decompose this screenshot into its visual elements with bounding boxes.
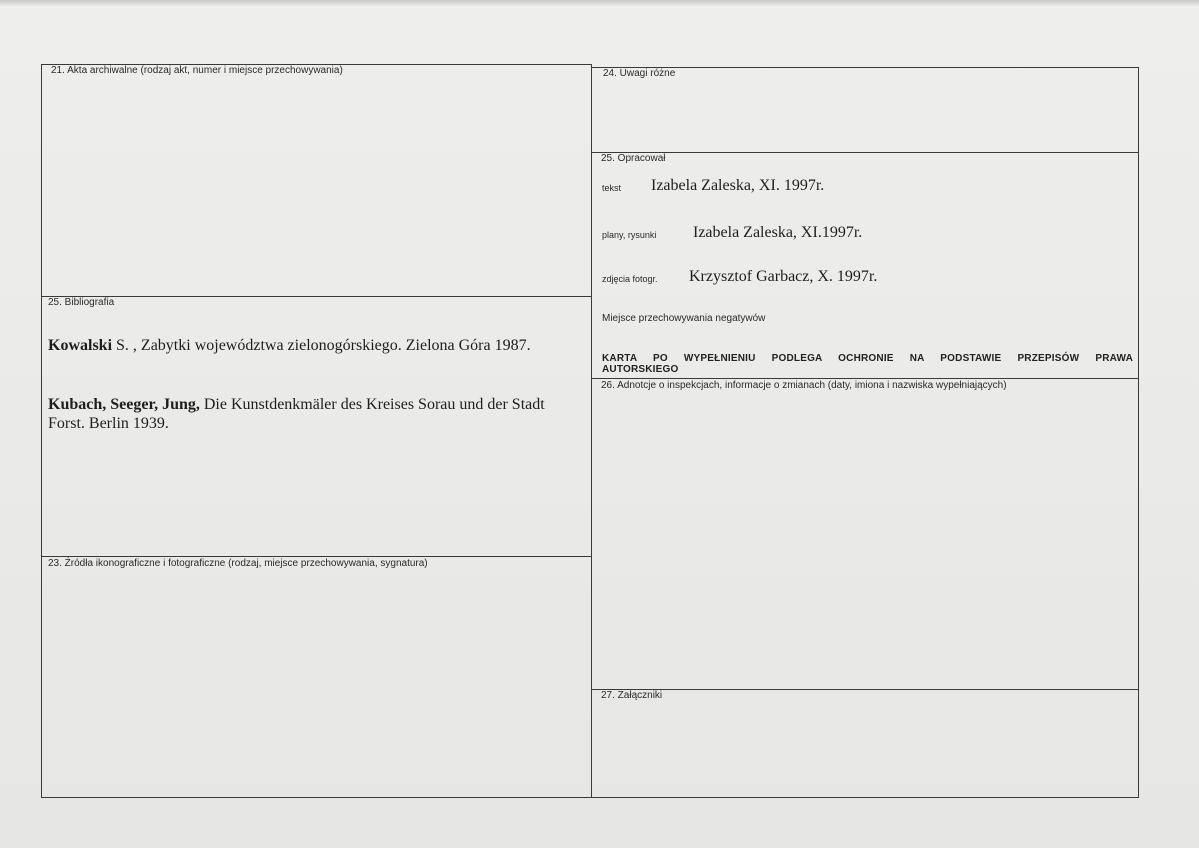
bibliography-entry-1 (48, 336, 588, 355)
field-27-label: 27. Załączniki (601, 690, 663, 701)
copyright-notice (602, 353, 1133, 375)
entry-1-author: Kowalski (48, 337, 113, 354)
divider-25-26 (592, 378, 1139, 379)
divider-21-25 (42, 296, 592, 297)
field-24-label: 24. Uwagi różne (603, 68, 676, 79)
entry-1-initial: S. , (116, 337, 137, 354)
field-26-label: 26. Adnotcje o inspekcjach, informacje o zmianach (daty, imiona i nazwiska wypełniających) (601, 380, 1007, 391)
plany-label: plany, rysunki (602, 230, 657, 240)
entry-1-title: Zabytki województwa zielonogórskiego. Zielona Góra 1987. (140, 337, 531, 354)
divider-24-25 (592, 152, 1139, 153)
divider-25-23 (42, 556, 592, 557)
zdjecia-label: zdjęcia fotogr. (602, 274, 658, 284)
entry-2-title-line2: Forst. Berlin 1939. (48, 415, 169, 432)
center-divider (591, 64, 592, 798)
field-25-opracowal-label: 25. Opracował (601, 153, 666, 164)
left-outer-border (41, 64, 42, 798)
entry-2-authors: Kubach, Seeger, Jung, (48, 396, 200, 413)
scan-edge (0, 0, 1199, 6)
bibliography-entry-2 (48, 395, 588, 433)
tekst-label: tekst (602, 183, 622, 193)
bottom-border (41, 797, 1139, 798)
field-21-label: 21. Akta archiwalne (rodzaj akt, numer i miejsce przechowywania) (51, 65, 343, 76)
zdjecia-value: Krzysztof Garbacz, X. 1997r. (689, 268, 878, 285)
divider-26-27 (592, 689, 1139, 690)
entry-2-title-line1: Die Kunstdenkmäler des Kreises Sorau und der Stadt (203, 396, 545, 413)
copyright-notice-line2: AUTORSKIEGO (602, 364, 679, 375)
plany-value: Izabela Zaleska, XI.1997r. (693, 224, 863, 241)
negatywy-label: Miejsce przechowywania negatywów (602, 313, 766, 324)
tekst-value: Izabela Zaleska, XI. 1997r. (651, 177, 825, 194)
field-23-label: 23. Źródła ikonograficzne i fotograficzne (rodzaj, miejsce przechowywania, sygnatura) (48, 558, 428, 569)
field-25-bibliografia-label: 25. Bibliografia (48, 297, 115, 308)
copyright-notice-line1: KARTA PO WYPEŁNIENIU PODLEGA OCHRONIE NA PODSTAWIE PRZEPISÓW PRAWA (602, 353, 1133, 364)
